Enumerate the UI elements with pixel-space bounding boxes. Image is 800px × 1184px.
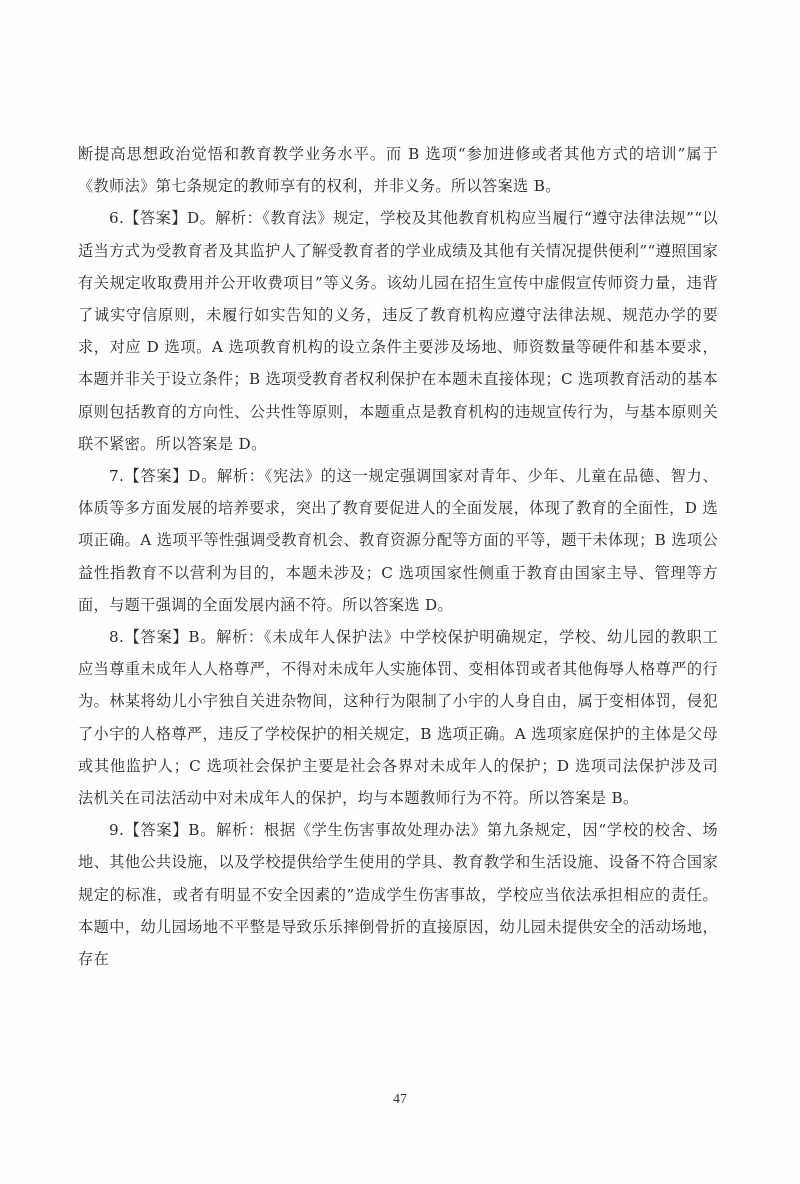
answer-paragraph-9: 9.【答案】B。解析：根据《学生伤害事故处理办法》第九条规定，因“学校的校舍、场地、其他公共设施，以及学校提供给学生使用的学具、教育教学和生活设施、设备不符合国家规定的标准，或者有明显不安全因素的”造成学生伤害事故，学校应当依法承担相应的责任。本题中，幼儿园场地不平整是导致乐乐摔倒骨折的直接原因，幼儿园未提供安全的活动场地，存在 xyxy=(78,821,718,969)
answer-paragraph-6: 6.【答案】D。解析：《教育法》规定，学校及其他教育机构应当履行“遵守法律法规”“以适当方式为受教育者及其监护人了解受教育者的学业成绩及其他有关情况提供便利”“遵照国家有关规定收取费用并公开收费项目”等义务。该幼儿园在招生宣传中虚假宣传师资力量，违背了诚实守信原则，未履行如实告知的义务，违反了教育机构应遵守法律法规、规范办学的要求，对应 D 选项。A 选项教育机构的设立条件主要涉及场地、师资数量等硬件和基本要求，本题并非关于设立条件；B 选项受教育者权利保护在本题未直接体现；C 选项教育活动的基本原则包括教育的方向性、公共性等原则，本题重点是教育机构的违规宣传行为，与基本原则关联不紧密。所以答案是 D。 xyxy=(78,209,718,453)
page-number: 47 xyxy=(393,1092,407,1107)
document-body xyxy=(78,138,718,975)
answer-paragraph-8: 8.【答案】B。解析：《未成年人保护法》中学校保护明确规定，学校、幼儿园的教职工应当尊重未成年人人格尊严，不得对未成年人实施体罚、变相体罚或者其他侮辱人格尊严的行为。林某将幼儿小宇独自关进杂物间，这种行为限制了小宇的人身自由，属于变相体罚，侵犯了小宇的人格尊严，违反了学校保护的相关规定，B 选项正确。A 选项家庭保护的主体是父母或其他监护人；C 选项社会保护主要是社会各界对未成年人的保护；D 选项司法保护涉及司法机关在司法活动中对未成年人的保护，均与本题教师行为不符。所以答案是 B。 xyxy=(78,628,718,808)
answer-paragraph-7: 7.【答案】D。解析：《宪法》的这一规定强调国家对青年、少年、儿童在品德、智力、体质等多方面发展的培养要求，突出了教育要促进人的全面发展，体现了教育的全面性，D 选项正确。A 选项平等性强调受教育机会、教育资源分配等方面的平等，题干未体现；B 选项公益性指教育不以营利为目的，本题未涉及；C 选项国家性侧重于教育由国家主导、管理等方面，与题干强调的全面发展内涵不符。所以答案选 D。 xyxy=(78,467,718,614)
paragraph-continuation: 断提高思想政治觉悟和教育教学业务水平。而 B 选项“参加进修或者其他方式的培训”属于《教师法》第七条规定的教师享有的权利，并非义务。所以答案选 B。 xyxy=(78,145,718,196)
